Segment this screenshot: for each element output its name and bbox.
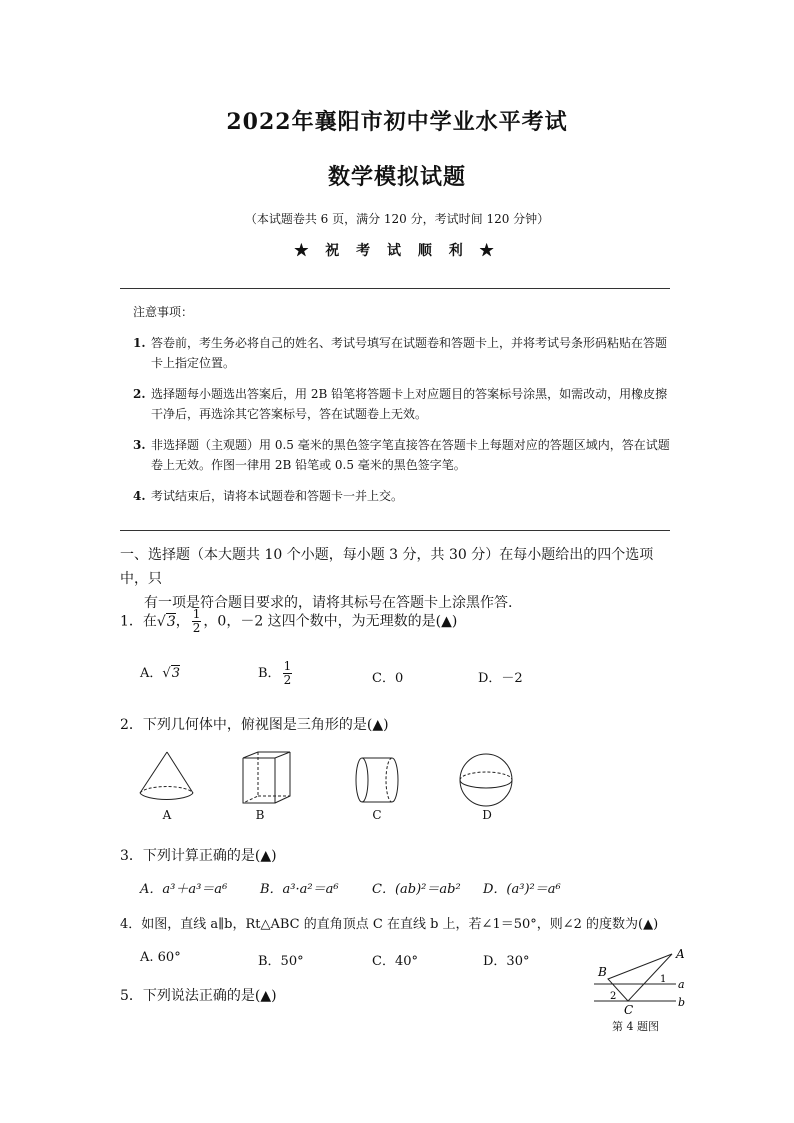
notice-number: 2. bbox=[133, 387, 146, 401]
q1-option-b bbox=[258, 660, 294, 687]
question-3-stem: 3．下列计算正确的是(▲) bbox=[120, 848, 277, 864]
q4-option-a: A. 60° bbox=[140, 950, 181, 965]
solid-label-b: B bbox=[255, 808, 265, 822]
exam-title: 2022年襄阳市初中学业水平考试 bbox=[226, 109, 568, 135]
q1-option-c: C．0 bbox=[372, 671, 404, 686]
solid-label-c: C bbox=[372, 808, 382, 822]
solids-figure bbox=[130, 748, 530, 810]
q3-option-a: A．a³＋a³＝a⁶ bbox=[140, 882, 228, 897]
good-luck-line: ★ 祝 考 试 顺 利 ★ bbox=[294, 243, 500, 259]
notice-item-1 bbox=[133, 333, 678, 373]
notice-number: 4. bbox=[133, 489, 146, 503]
numerator: 1 bbox=[283, 659, 292, 673]
triangular-prism-shape bbox=[243, 752, 290, 803]
cylinder-shape bbox=[356, 758, 398, 802]
label-point-c: C bbox=[624, 1003, 634, 1017]
q1-prefix: 1．在 bbox=[120, 613, 157, 630]
notice-number: 1. bbox=[133, 336, 146, 350]
label-line-a: a bbox=[678, 978, 685, 991]
label-point-a: A bbox=[676, 947, 685, 961]
notice-text: 考试结束后，请将本试题卷和答题卡一并上交。 bbox=[151, 489, 404, 503]
radicand: 3 bbox=[171, 666, 180, 681]
exam-info: （本试题卷共 6 页，满分 120 分，考试时间 120 分钟） bbox=[244, 212, 550, 226]
bottom-divider bbox=[120, 530, 670, 531]
q1-rest: ，0，－2 这四个数中，为无理数的是(▲) bbox=[203, 613, 458, 630]
q4-option-c: C．40° bbox=[372, 954, 418, 969]
solid-label-a: A bbox=[162, 808, 172, 822]
top-divider bbox=[120, 288, 670, 289]
notice-item-4 bbox=[133, 486, 678, 506]
label-line-b: b bbox=[678, 996, 686, 1009]
question-2-stem: 2．下列几何体中，俯视图是三角形的是(▲) bbox=[120, 717, 389, 733]
fraction bbox=[192, 608, 202, 635]
sqrt-expression: √3 bbox=[156, 613, 176, 630]
section-line-2: 有一项是符合题目要求的，请将其标号在答题卡上涂黑作答. bbox=[144, 595, 513, 611]
q1-sep: ， bbox=[175, 613, 190, 630]
label-angle-2: 2 bbox=[610, 991, 617, 1002]
notice-title: 注意事项： bbox=[133, 305, 194, 319]
q3-option-d: D．(a³)²＝a⁶ bbox=[483, 882, 561, 897]
numerator: 1 bbox=[192, 607, 201, 621]
option-label: B． bbox=[258, 666, 281, 681]
sqrt-expression: √3 bbox=[162, 666, 180, 681]
question-4-stem: 4．如图，直线 a∥b，Rt△ABC 的直角顶点 C 在直线 b 上，若∠1＝50°，则∠2 的度数为(▲) bbox=[120, 917, 659, 932]
section-line-1: 一、选择题（本大题共 10 个小题，每小题 3 分，共 30 分）在每小题给出的四个选项中，只 bbox=[120, 547, 654, 587]
denominator: 2 bbox=[283, 673, 292, 687]
q3-option-c: C．(ab)²＝ab² bbox=[372, 882, 461, 897]
notice-text: 选择题每小题选出答案后，用 2B 铅笔将答题卡上对应题目的答案标号涂黑，如需改动，用橡皮擦干净后，再选涂其它答案标号，答在试题卷上无效。 bbox=[151, 387, 668, 421]
question-5-stem: 5．下列说法正确的是(▲) bbox=[120, 988, 277, 1004]
radicand: 3 bbox=[166, 613, 176, 630]
notice-text: 答卷前，考生务必将自己的姓名、考试号填写在试题卷和答题卡上，并将考试号条形码粘贴在答题卡上指定位置。 bbox=[151, 336, 668, 370]
q1-option-d: D．－2 bbox=[478, 671, 523, 686]
label-point-b: B bbox=[598, 965, 607, 979]
label-angle-1: 1 bbox=[660, 974, 667, 985]
exam-subtitle: 数学模拟试题 bbox=[327, 164, 466, 190]
q3-option-b: B．a³·a²＝a⁶ bbox=[260, 882, 339, 897]
q1-option-a bbox=[140, 662, 180, 681]
cone-shape bbox=[140, 752, 193, 799]
sphere-shape bbox=[460, 754, 512, 806]
denominator: 2 bbox=[192, 621, 201, 635]
notice-item-3 bbox=[133, 435, 678, 475]
notice-number: 3. bbox=[133, 438, 146, 452]
notice-item-2 bbox=[133, 384, 678, 424]
q4-option-b: B．50° bbox=[258, 954, 304, 969]
q4-figure-caption: 第 4 题图 bbox=[612, 1020, 659, 1033]
fraction bbox=[283, 660, 293, 687]
solid-label-d: D bbox=[482, 808, 492, 822]
notice-text: 非选择题（主观题）用 0.5 毫米的黑色签字笔直接答在答题卡上每题对应的答题区域内，答在试题卷上无效。作图一律用 2B 铅笔或 0.5 毫米的黑色签字笔。 bbox=[151, 438, 670, 472]
question-1-stem bbox=[120, 608, 457, 635]
section-heading bbox=[120, 543, 680, 615]
option-label: A． bbox=[140, 666, 163, 681]
q4-option-d: D．30° bbox=[483, 954, 530, 969]
q4-geometry-figure bbox=[590, 944, 700, 1019]
